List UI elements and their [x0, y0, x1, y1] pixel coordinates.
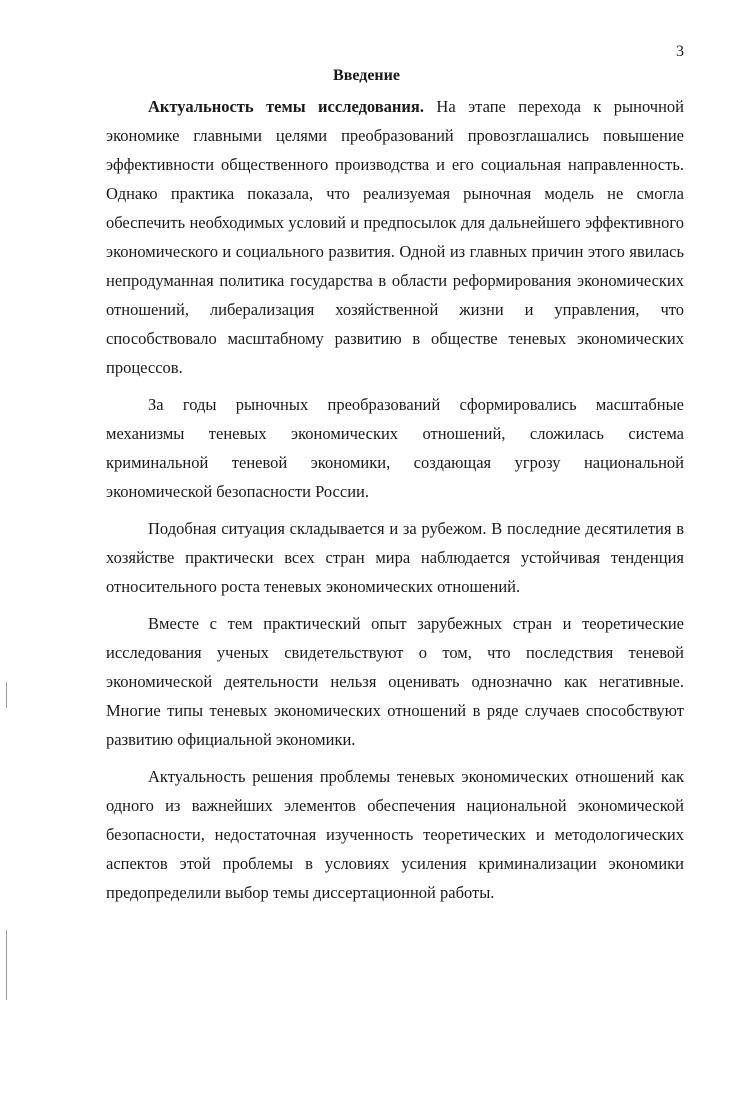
paragraph-abroad: Подобная ситуация складывается и за рубежом. В последние десятилетия в хозяйстве практически всех стран мира наблюдается устойчивая тенденция относительного роста теневых экономических отношений.: [106, 519, 684, 596]
paragraph-relevance-text: На этапе перехода к рыночной экономике главными целями преобразований провозглашались повышение эффективности общественного производства и его социальная направленность. Однако практика показала, что реализуемая рыночная модель не смогла обеспечить необходимых условий и предпосылок для дальнейшего эффективного экономического и социального развития. Одной из главных причин этого явилась непродуманная политика государства в области реформирования экономических отношений, либерализация хозяйственной жизни и управления, что способствовало масштабному развитию в обществе теневых экономических процессов.: [106, 97, 684, 377]
scan-edge-mark: [6, 930, 7, 1000]
paragraph-foreign-experience: Вместе с тем практический опыт зарубежных стран и теоретические исследования ученых свидетельствуют о том, что последствия теневой экономической деятельности нельзя оценивать однозначно как негативные. Многие типы теневых экономических отношений в ряде случаев способствуют развитию официальной экономики.: [106, 614, 684, 749]
page-title: Введение: [333, 67, 400, 84]
paragraph-topic-choice: Актуальность решения проблемы теневых экономических отношений как одного из важнейших элементов обеспечения национальной экономической безопасности, недостаточная изученность теоретических и методологических аспектов этой проблемы в условиях усиления криминализации экономики предопределили выбор темы диссертационной работы.: [106, 767, 684, 902]
paragraph-relevance: [106, 92, 684, 382]
scan-edge-mark: [6, 682, 7, 708]
paragraph-market-years: За годы рыночных преобразований сформировались масштабные механизмы теневых экономических отношений, сложилась система криминальной теневой экономики, создающая угрозу национальной экономической безопасности России.: [106, 395, 684, 501]
paragraph-lead-heading: Актуальность темы исследования.: [148, 97, 424, 116]
document-body: [106, 92, 684, 915]
page-number: 3: [676, 43, 684, 60]
